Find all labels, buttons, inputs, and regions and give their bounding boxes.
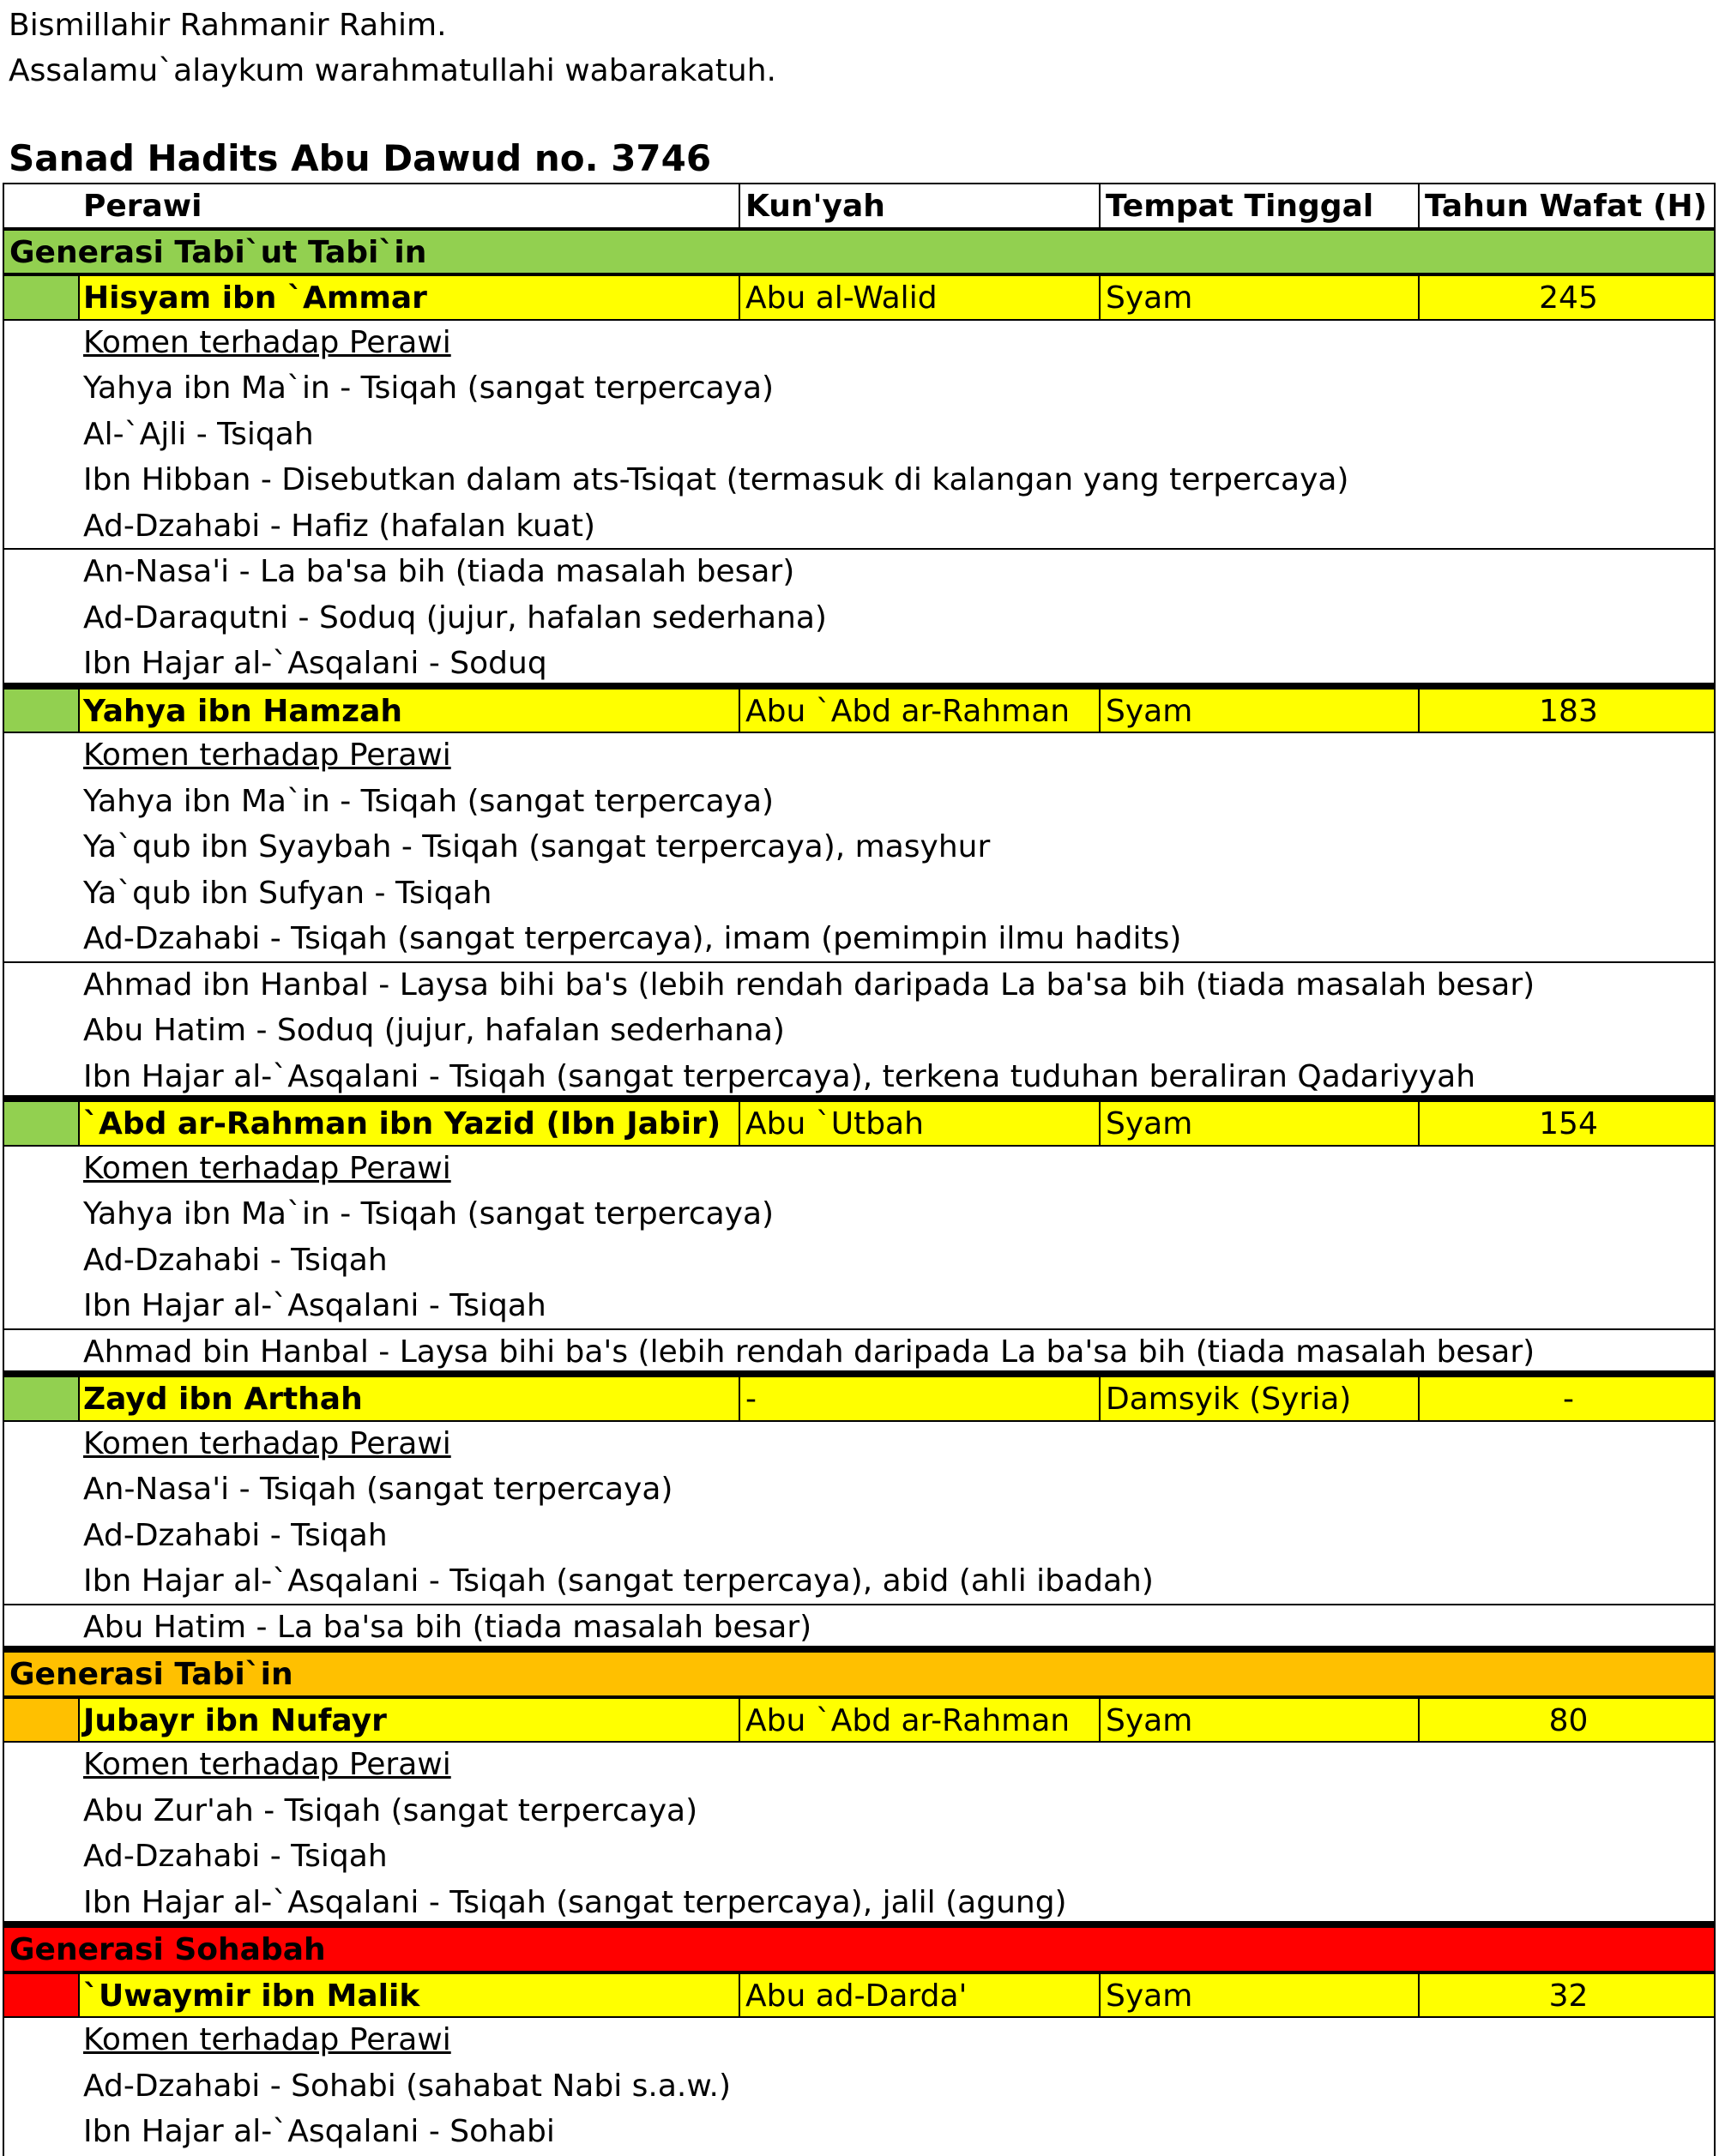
generation-color-marker bbox=[4, 690, 80, 732]
generation-header: Generasi Tabi`ut Tabi`in bbox=[3, 229, 1716, 275]
header-tahun-wafat: Tahun Wafat (H) bbox=[1425, 189, 1708, 224]
generation-color-marker bbox=[4, 1102, 80, 1145]
comment-heading: Komen terhadap Perawi bbox=[3, 1743, 1716, 1789]
critic-comment: Ad-Dzahabi - Hafiz (hafalan kuat) bbox=[3, 504, 1716, 551]
comment-heading: Komen terhadap Perawi bbox=[3, 2018, 1716, 2064]
critic-comment: Ibn Hibban - Disebutkan dalam ats-Tsiqat (termasuk di kalangan yang terpercaya) bbox=[3, 458, 1716, 504]
document-title: Sanad Hadits Abu Dawud no. 3746 bbox=[9, 137, 712, 179]
narrator-residence: Syam bbox=[1101, 276, 1420, 319]
critic-comment: Ad-Dzahabi - Tsiqah (sangat terpercaya), imam (pemimpin ilmu hadits) bbox=[3, 917, 1716, 963]
comment-heading: Komen terhadap Perawi bbox=[3, 733, 1716, 780]
critic-comment: Ahmad bin Hanbal - Laysa bihi ba's (lebih rendah daripada La ba'sa bih (tiada masalah besar) bbox=[3, 1330, 1716, 1376]
critic-comment: Ibn Hajar al-`Asqalani - Sohabi bbox=[3, 2110, 1716, 2156]
comment-heading: Komen terhadap Perawi bbox=[3, 321, 1716, 367]
narrator-name: `Uwaymir ibn Malik bbox=[80, 1974, 740, 2017]
narrator-death-year: - bbox=[1563, 1382, 1574, 1417]
narrator-name: Yahya ibn Hamzah bbox=[80, 690, 740, 732]
critic-comment: Ibn Hajar al-`Asqalani - Tsiqah (sangat terpercaya), jalil (agung) bbox=[3, 1881, 1716, 1927]
generation-color-marker bbox=[4, 1974, 80, 2017]
narrator-row bbox=[3, 1697, 1716, 1743]
narrator-row bbox=[3, 688, 1716, 734]
narrator-name: `Abd ar-Rahman ibn Yazid (Ibn Jabir) bbox=[80, 1102, 740, 1145]
narrator-death-year: 245 bbox=[1539, 280, 1598, 316]
narrator-kunyah: Abu `Abd ar-Rahman bbox=[740, 1699, 1101, 1742]
narrator-death-year: 183 bbox=[1539, 693, 1598, 729]
narrator-name: Jubayr ibn Nufayr bbox=[80, 1699, 740, 1742]
critic-comment: Ad-Dzahabi - Tsiqah bbox=[3, 1834, 1716, 1881]
critic-comment: An-Nasa'i - Tsiqah (sangat terpercaya) bbox=[3, 1467, 1716, 1514]
narrator-kunyah: Abu ad-Darda' bbox=[740, 1974, 1101, 2017]
narrator-row bbox=[3, 1376, 1716, 1422]
critic-comment: Abu Hatim - Soduq (jujur, hafalan sederhana) bbox=[3, 1009, 1716, 1055]
greeting-line-2: Assalamu`alaykum warahmatullahi wabarakatuh. bbox=[9, 53, 776, 88]
narrator-kunyah: Abu `Abd ar-Rahman bbox=[740, 690, 1101, 732]
narrator-residence: Damsyik (Syria) bbox=[1101, 1377, 1420, 1420]
narrator-name: Hisyam ibn `Ammar bbox=[80, 276, 740, 319]
critic-comment: Ad-Dzahabi - Sohabi (sahabat Nabi s.a.w.) bbox=[3, 2064, 1716, 2111]
narrator-kunyah: - bbox=[740, 1377, 1101, 1420]
table-body bbox=[3, 229, 1716, 2156]
comment-heading: Komen terhadap Perawi bbox=[3, 1147, 1716, 1193]
critic-comment: An-Nasa'i - La ba'sa bih (tiada masalah besar) bbox=[3, 550, 1716, 596]
critic-comment: Yahya ibn Ma`in - Tsiqah (sangat terpercaya) bbox=[3, 1192, 1716, 1238]
header-perawi: Perawi bbox=[80, 184, 740, 227]
table-header bbox=[3, 183, 1716, 229]
critic-comment: Al-`Ajli - Tsiqah bbox=[3, 413, 1716, 459]
generation-color-marker bbox=[4, 276, 80, 319]
generation-header: Generasi Tabi`in bbox=[3, 1651, 1716, 1697]
narrator-kunyah: Abu `Utbah bbox=[740, 1102, 1101, 1145]
critic-comment: Ya`qub ibn Sufyan - Tsiqah bbox=[3, 871, 1716, 918]
greeting-line-1: Bismillahir Rahmanir Rahim. bbox=[9, 8, 447, 43]
header-kunyah: Kun'yah bbox=[740, 184, 1101, 227]
narrator-residence: Syam bbox=[1101, 1102, 1420, 1145]
critic-comment: Ad-Dzahabi - Tsiqah bbox=[3, 1238, 1716, 1285]
critic-comment: Ibn Hajar al-`Asqalani - Soduq bbox=[3, 641, 1716, 688]
generation-header: Generasi Sohabah bbox=[3, 1926, 1716, 1972]
critic-comment: Ya`qub ibn Syaybah - Tsiqah (sangat terpercaya), masyhur bbox=[3, 825, 1716, 871]
sanad-table bbox=[3, 183, 1716, 2156]
narrator-residence: Syam bbox=[1101, 1974, 1420, 2017]
critic-comment: Ibn Hajar al-`Asqalani - Tsiqah (sangat terpercaya), terkena tuduhan beraliran Qadariyyah bbox=[3, 1055, 1716, 1101]
comment-heading: Komen terhadap Perawi bbox=[3, 1422, 1716, 1468]
narrator-name: Zayd ibn Arthah bbox=[80, 1377, 740, 1420]
narrator-row bbox=[3, 274, 1716, 321]
header-spacer-cell bbox=[4, 184, 80, 227]
narrator-residence: Syam bbox=[1101, 690, 1420, 732]
narrator-death-year: 154 bbox=[1539, 1106, 1598, 1141]
generation-color-marker bbox=[4, 1699, 80, 1742]
narrator-death-year: 80 bbox=[1548, 1702, 1589, 1738]
narrator-row bbox=[3, 1972, 1716, 2019]
header-tempat-tinggal: Tempat Tinggal bbox=[1101, 184, 1420, 227]
narrator-kunyah: Abu al-Walid bbox=[740, 276, 1101, 319]
narrator-row bbox=[3, 1100, 1716, 1147]
narrator-residence: Syam bbox=[1101, 1699, 1420, 1742]
critic-comment: Ahmad ibn Hanbal - Laysa bihi ba's (lebih rendah daripada La ba'sa bih (tiada masalah besar) bbox=[3, 963, 1716, 1009]
critic-comment: Ad-Dzahabi - Tsiqah bbox=[3, 1514, 1716, 1560]
critic-comment: Abu Hatim - La ba'sa bih (tiada masalah besar) bbox=[3, 1605, 1716, 1652]
critic-comment: Ibn Hajar al-`Asqalani - Tsiqah bbox=[3, 1284, 1716, 1330]
critic-comment: Ibn Hajar al-`Asqalani - Tsiqah (sangat terpercaya), abid (ahli ibadah) bbox=[3, 1559, 1716, 1605]
critic-comment: Abu Zur'ah - Tsiqah (sangat terpercaya) bbox=[3, 1789, 1716, 1835]
critic-comment: Ad-Daraqutni - Soduq (jujur, hafalan sederhana) bbox=[3, 596, 1716, 642]
generation-color-marker bbox=[4, 1377, 80, 1420]
critic-comment: Yahya ibn Ma`in - Tsiqah (sangat terpercaya) bbox=[3, 780, 1716, 826]
narrator-death-year: 32 bbox=[1548, 1978, 1589, 2014]
critic-comment: Yahya ibn Ma`in - Tsiqah (sangat terpercaya) bbox=[3, 366, 1716, 413]
